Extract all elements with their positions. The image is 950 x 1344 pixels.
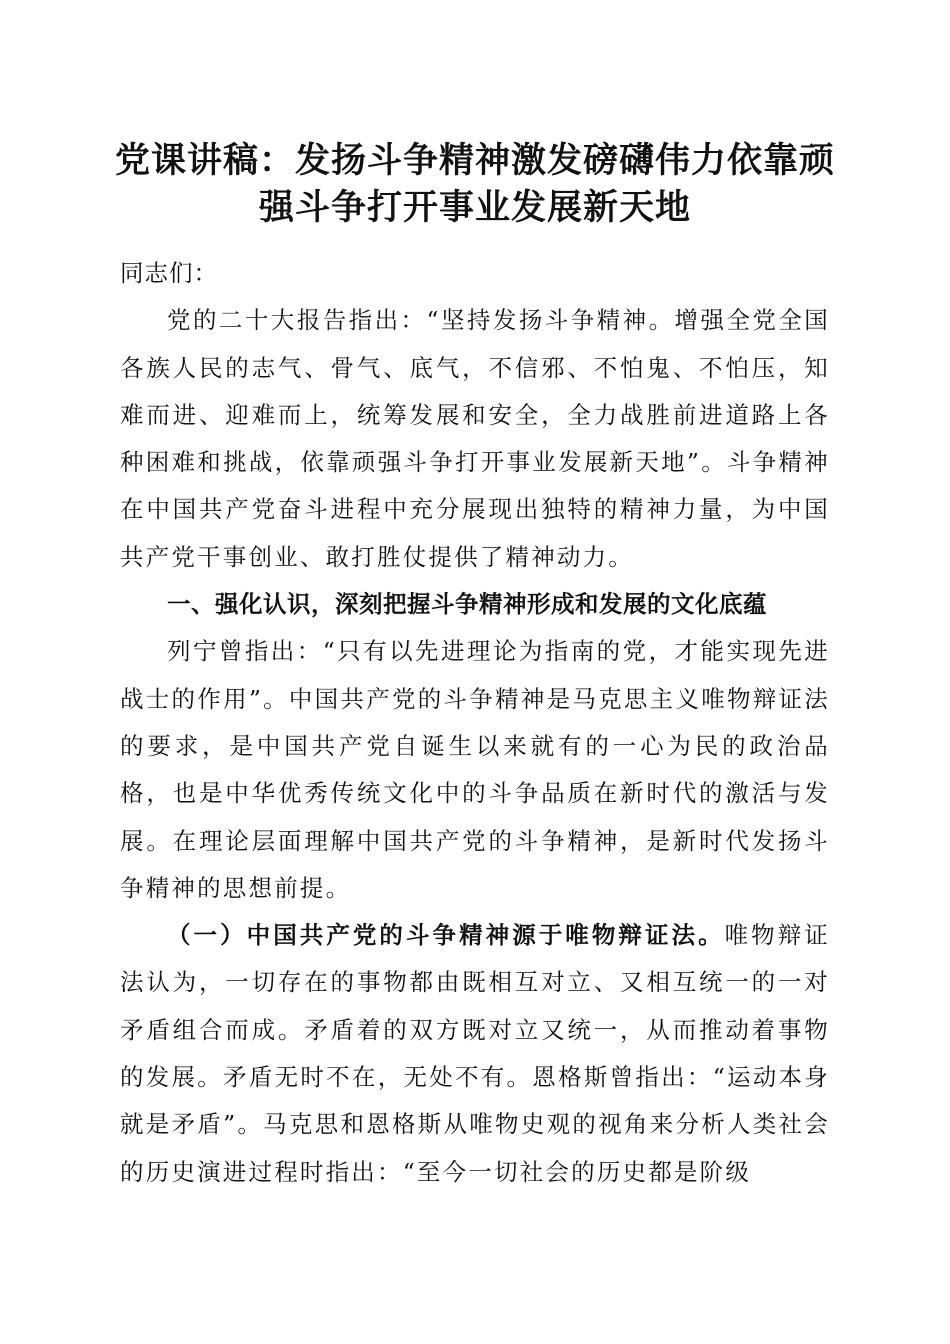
salutation: 同志们： xyxy=(120,259,218,287)
paragraph-lenin-quote: 列宁曾指出：“只有以先进理论为指南的党，才能实现先进战士的作用”。中国共产党的斗争精神是马克思主义唯物辩证法的要求，是中国共产党自诞生以来就有的一心为民的政治品格，也是中华优秀传统文化中的斗争品质在新时代的激活与发展。在理论层面理解中国共产党的斗争精神，是新时代发扬斗争精神的思想前提。 xyxy=(120,637,830,902)
document-body xyxy=(120,250,830,1196)
paragraph-intro: 党的二十大报告指出：“坚持发扬斗争精神。增强全党全国各族人民的志气、骨气、底气，不信邪、不怕鬼、不怕压，知难而进、迎难而上，统筹发展和安全，全力战胜前进道路上各种困难和挑战，依靠顽强斗争打开事业发展新天地”。斗争精神在中国共产党奋斗进程中充分展现出独特的精神力量，为中国共产党干事创业、敢打胜仗提供了精神动力。 xyxy=(120,306,830,571)
section-heading-1: 一、强化认识，深刻把握斗争精神形成和发展的文化底蕴 xyxy=(167,590,767,619)
subsection-heading-1: （一）中国共产党的斗争精神源于唯物辩证法。 xyxy=(167,921,725,950)
paragraph-dialectics-text: 唯物辩证法认为，一切存在的事物都由既相互对立、又相互统一的一对矛盾组合而成。矛盾着的双方既对立又统一，从而推动着事物的发展。矛盾无时不在，无处不有。恩格斯曾指出：“运动本身就是矛盾”。马克思和恩格斯从唯物史观的视角来分析人类社会的历史演进过程时指出：“至今一切社会的历史都是阶级 xyxy=(120,921,830,1186)
paragraph-dialectics xyxy=(120,912,830,1196)
document-title-line-1: 党课讲稿：发扬斗争精神激发磅礴伟力依靠顽 xyxy=(114,141,835,181)
document-title-line-2: 强斗争打开事业发展新天地 xyxy=(258,188,691,228)
